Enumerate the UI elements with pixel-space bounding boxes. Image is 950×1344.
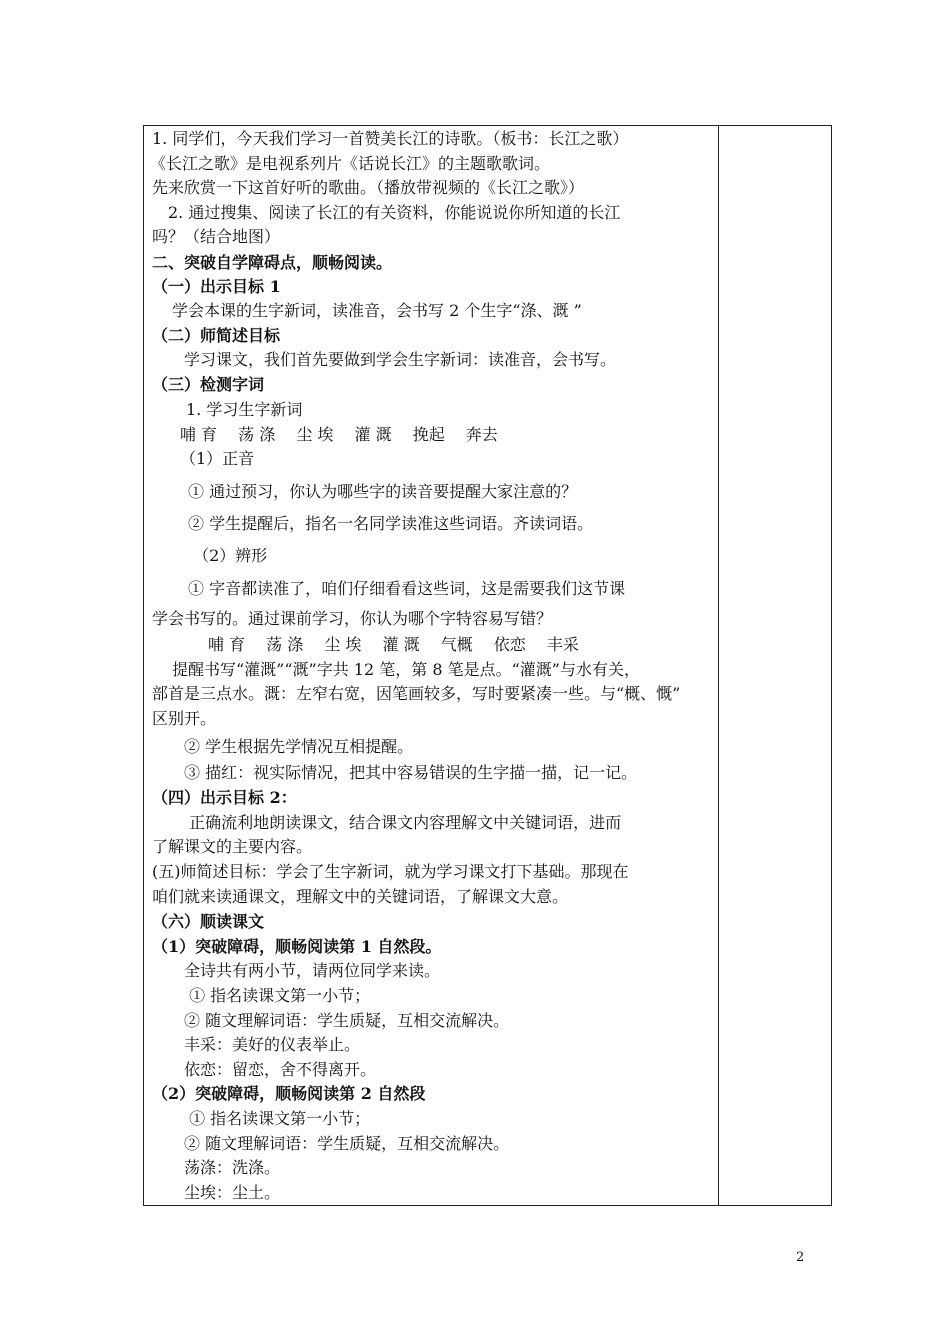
text-line: 2. 通过搜集、阅读了长江的有关资料，你能说说你所知道的长江 [152, 203, 621, 222]
text-line: 《长江之歌》是电视系列片《话说长江》的主题歌歌词。 [150, 154, 551, 173]
text-line: ① 通过预习，你认为哪些字的读音要提醒大家注意的？ [156, 482, 578, 501]
text-line: 学习课文，我们首先要做到学会生字新词：读准音，会书写。 [152, 350, 617, 369]
text-line: 咱们就来读通课文，理解文中的关键词语，了解课文大意。 [152, 887, 569, 906]
text-line: ① 指名读课文第一小节； [152, 1109, 371, 1128]
text-line: （2）辨形 [156, 546, 268, 565]
text-line: ① 指名读课文第一小节； [152, 986, 371, 1005]
text-line: ③ 描红：视实际情况，把其中容易错误的生字描一描，记一记。 [152, 763, 638, 782]
subsection-heading: （2）突破障碍，顺畅阅读第 2 自然段 [152, 1084, 426, 1103]
text-line: （1）正音 [156, 449, 255, 468]
text-line: 1. 同学们，今天我们学习一首赞美长江的诗歌。（板书：长江之歌） [152, 129, 629, 148]
word-list: 哺 育 荡 涤 尘 埃 灌 溉 气概 依恋 丰采 [160, 635, 579, 654]
text-line: ② 随文理解词语：学生质疑，互相交流解决。 [152, 1134, 510, 1153]
subsection-heading: （六）顺读课文 [152, 912, 265, 931]
section-heading: 二、突破自学障碍点，顺畅阅读。 [152, 253, 393, 272]
text-line: 区别开。 [152, 709, 217, 728]
page-number: 2 [796, 1250, 805, 1265]
subsection-heading: （四）出示目标 2： [152, 788, 297, 807]
text-line: ① 字音都读准了，咱们仔细看看这些词，这是需要我们这节课 [156, 579, 626, 598]
column-divider [718, 126, 719, 1205]
text-line: 学会本课的生字新词，读准音，会书写 2 个生字“涤、溉 ” [156, 301, 582, 320]
text-line: 1. 学习生字新词 [154, 400, 303, 419]
text-line: ② 学生提醒后，指名一名同学读准这些词语。齐读词语。 [156, 514, 594, 533]
text-line: 学会书写的。通过课前学习，你认为哪个字特容易写错？ [152, 609, 553, 628]
word-list: 哺 育 荡 涤 尘 埃 灌 溉 挽起 奔去 [164, 425, 498, 444]
text-line: 全诗共有两小节，请两位同学来读。 [152, 961, 441, 980]
text-line: 正确流利地朗读课文，结合课文内容理解文中关键词语，进而 [152, 813, 622, 832]
text-line: 提醒书写“灌溉”“溉”字共 12 笔，第 8 笔是点。“灌溉”与水有关， [156, 660, 640, 679]
text-line: 尘埃：尘土。 [152, 1183, 281, 1202]
text-line: 荡涤：洗涤。 [152, 1158, 281, 1177]
text-line: (五)师简述目标：学会了生字新词，就为学习课文打下基础。那现在 [152, 862, 629, 881]
text-line: ② 随文理解词语：学生质疑，互相交流解决。 [152, 1011, 510, 1030]
text-line: 吗？（结合地图） [152, 227, 281, 246]
subsection-heading: （1）突破障碍，顺畅阅读第 1 自然段。 [152, 937, 442, 956]
text-line: ② 学生根据先学情况互相提醒。 [152, 737, 414, 756]
subsection-heading: （一）出示目标 1 [152, 277, 281, 296]
text-line: 依恋：留恋，舍不得离开。 [152, 1060, 377, 1079]
subsection-heading: （二）师简述目标 [152, 326, 281, 345]
text-line: 部首是三点水。溉：左窄右宽，因笔画较多，写时要紧凑一些。与“概、慨” [152, 684, 681, 703]
text-line: 先来欣赏一下这首好听的歌曲。（播放带视频的《长江之歌》） [152, 178, 585, 197]
text-line: 了解课文的主要内容。 [152, 837, 313, 856]
text-line: 丰采：美好的仪表举止。 [152, 1035, 361, 1054]
subsection-heading: （三）检测字词 [152, 375, 265, 394]
lesson-table [143, 125, 832, 1206]
